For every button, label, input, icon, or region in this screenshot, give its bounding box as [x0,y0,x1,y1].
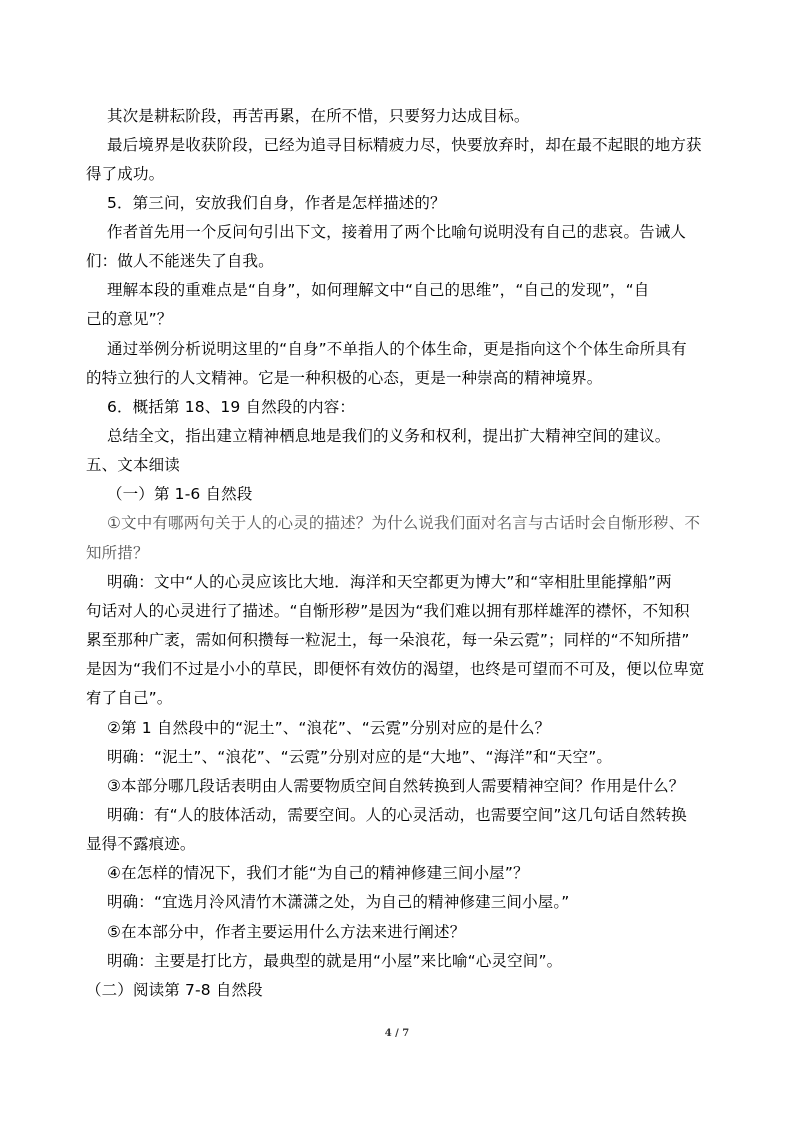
question-text: ①文中有哪两句关于人的心灵的描述？为什么说我们面对名言与古话时会自惭形秽、不 [107,514,701,532]
text-line: 得了成功。 [86,165,165,183]
question-text: ④在怎样的情况下，我们才能“为自己的精神修建三间小屋”？ [107,864,529,882]
question-text: 知所措？ [86,544,149,562]
answer-text: 句话对人的心灵进行了描述。“自惭形秽”是因为“我们难以拥有那样雄浑的襟怀，不知积 [86,602,690,620]
answer-text: 显得不露痕迹。 [86,835,196,853]
answer-text: 宥了自己”。 [86,689,173,707]
text-line: 通过举例分析说明这里的“自身”不单指人的个体生命，更是指向这个个体生命所具有 [107,340,687,358]
text-line: 的特立独行的人文精神。它是一种积极的心态，更是一种崇高的精神境界。 [86,369,603,387]
answer-text: 明确：“泥土”、“浪花”、“云霓”分别对应的是“大地”、“海洋”和“天空”。 [107,748,613,766]
question-text: ③本部分哪几段话表明由人需要物质空间自然转换到人需要精神空间？作用是什么？ [107,777,685,795]
answer-text: 明确：主要是打比方，最典型的就是用“小屋”来比喻“心灵空间”。 [107,952,563,970]
subsection-heading: （二）阅读第 7-8 自然段 [86,981,263,999]
text-line: 其次是耕耘阶段，再苦再累，在所不惜，只要努力达成目标。 [107,107,530,125]
text-line: 5．第三问，安放我们自身，作者是怎样描述的？ [107,194,446,212]
text-line: 6．概括第 18、19 自然段的内容： [107,398,356,416]
answer-text: 是因为“我们不过是小小的草民，即便怀有效仿的渴望，也终是可望而不可及，便以位卑宽 [86,660,705,678]
answer-text: 明确：“宜选月泠风清竹木潇潇之处，为自己的精神修建三间小屋。” [107,893,570,911]
subsection-heading: （一）第 1-6 自然段 [107,485,253,503]
question-text: ⑤在本部分中，作者主要运用什么方法来进行阐述？ [107,923,466,941]
answer-text: 明确：文中“人的心灵应该比大地．海洋和天空都更为博大”和“宰相肚里能撑船”两 [107,573,672,591]
text-line: 总结全文，指出建立精神栖息地是我们的义务和权利，提出扩大精神空间的建议。 [107,427,671,445]
page-number: 4 / 7 [384,1028,410,1039]
text-line: 理解本段的重难点是“自身”，如何理解文中“自己的思维”，“自己的发现”，“自 [107,281,650,299]
question-text: ②第 1 自然段中的“泥土”、“浪花”、“云霓”分别对应的是什么？ [107,719,551,737]
answer-text: 明确：有“人的肢体活动，需要空间。人的心灵活动，也需要空间”这几句话自然转换 [107,806,687,824]
section-heading: 五、文本细读 [86,456,180,474]
text-line: 们：做人不能迷失了自我。 [86,252,274,270]
answer-text: 累至那种广袤，需如何积攒每一粒泥土，每一朵浪花，每一朵云霓”；同样的“不知所措” [86,631,690,649]
text-line: 己的意见”？ [86,310,173,328]
text-line: 最后境界是收获阶段，已经为追寻目标精疲力尽，快要放弃时，却在最不起眼的地方获 [107,136,702,154]
text-line: 作者首先用一个反问句引出下文，接着用了两个比喻句说明没有自己的悲哀。告诫人 [107,223,687,241]
